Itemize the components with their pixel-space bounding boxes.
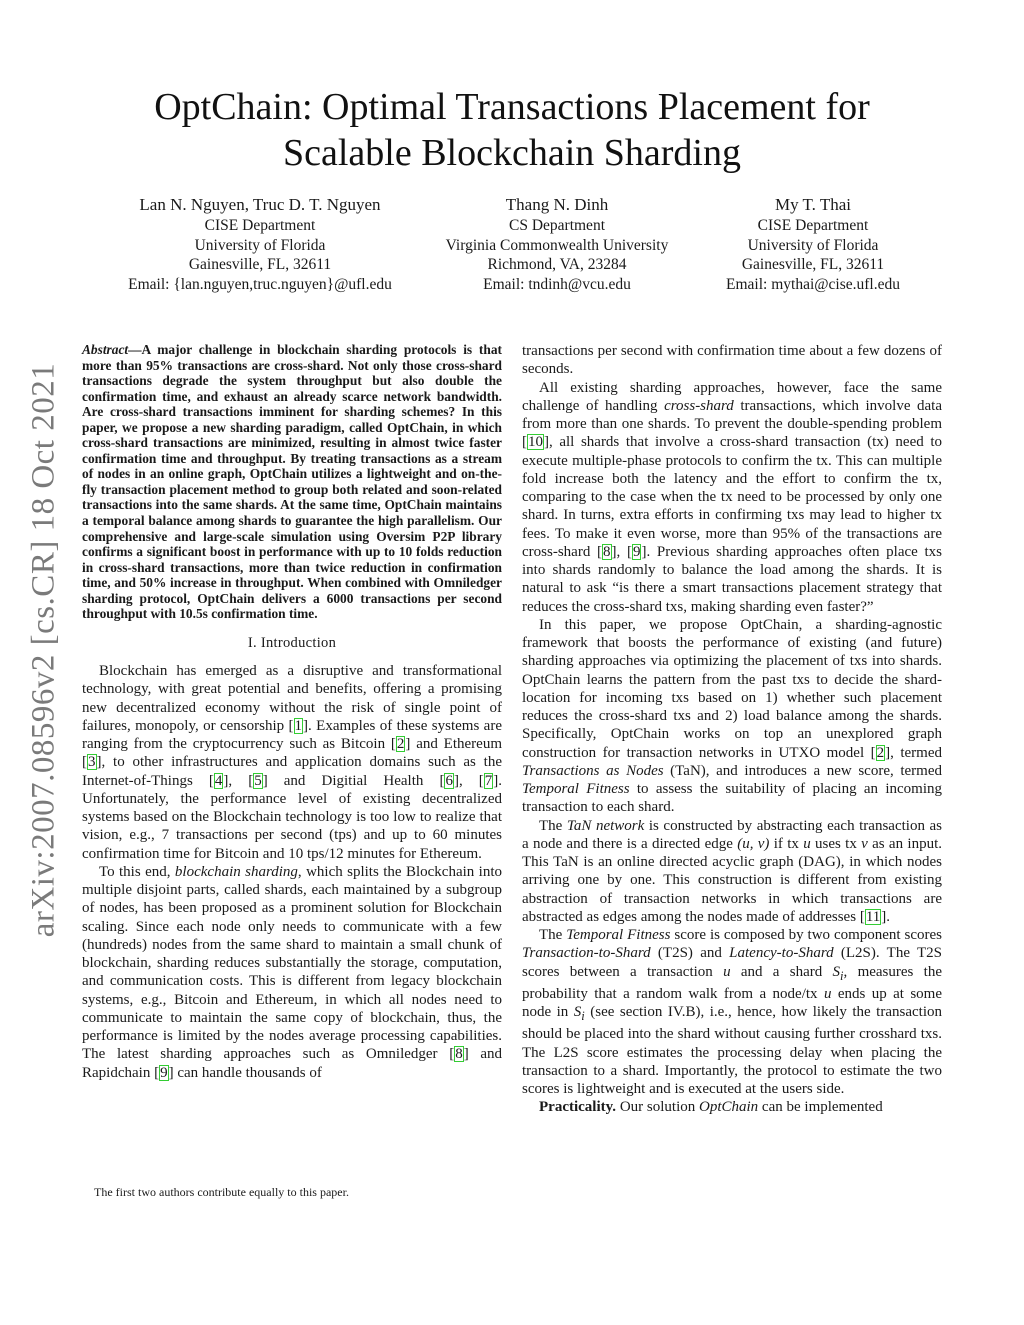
text-run-italic: Temporal Fitness xyxy=(522,781,630,797)
text-run: and Ethereum xyxy=(410,736,502,753)
text-run: , to other infrastructures and application domains such as the Internet-of-Things xyxy=(82,754,502,789)
citation-link[interactable]: 11 xyxy=(865,908,881,925)
author-name: Lan N. Nguyen, Truc D. T. Nguyen xyxy=(139,195,381,214)
abstract xyxy=(82,342,502,622)
title-line-2: Scalable Blockchain Sharding xyxy=(283,132,741,174)
intro-paragraph-2: To this end, blockchain sharding, which splits the Blockchain into multiple disjoint parts, called shards, each maintained by a subgroup of nodes, has been proposed as a prominent solution for Blockchain scaling. Since each node only needs to communicate with a few (hundreds) nodes from the same shard to maintain a small chunk of blockchain, sharding reduces substantially the storage, computation, and communication costs. This is different from legacy blockchain systems, e.g., Bitcoin and Ethereum, in which all nodes need to communicate to maintain the same copy of blockchain, thus, the performance is limited by the nodes average processing capabilities. The latest sharding approaches such as Omniledger [8] and Rapidchain [9] can handle thousands of xyxy=(82,863,503,1081)
citation-link[interactable]: 2 xyxy=(876,744,885,761)
text-run-italic: TaN network xyxy=(566,817,645,834)
intro-paragraph-5: The TaN network is constructed by abstracting each transaction as a node and there is a directed edge (u, v) if tx u uses tx v as an input. This TaN is an online directed acyclic graph (DAG), in which nodes arriving one by one. This construction is different from existing abstraction of transaction networks in which transactions are abstracted as edges among the nodes made of addresses [11]. xyxy=(522,817,943,925)
author-name: Thang N. Dinh xyxy=(505,195,609,214)
text-run: (T2S) and xyxy=(650,945,730,962)
math-run: S xyxy=(832,963,841,980)
math-run: S xyxy=(573,1004,582,1020)
math-run: i xyxy=(581,1009,585,1023)
text-run-italic: Latency-to-Shard xyxy=(729,945,834,962)
author-group-3 xyxy=(703,194,923,294)
author-addr: Gainesville, FL, 32611 xyxy=(741,256,885,273)
text-run: transactions per second with confirmation time about a few dozens of seconds. xyxy=(522,343,942,378)
abstract-text: —A major challenge in blockchain sharding protocols is that more than 95% transactions are cross-shard. Not only those cross-shard transactions degrade the system throughput but also double the confirmation time, and exhaust an already scarce network bandwidth. Are cross-shard transactions imminent for sharding schemes? In this paper, we propose a new sharding paradigm, called OptChain, in which cross-shard transactions are minimized, resulting in almost twice faster confirmation time and throughput. By treating transactions as a stream of nodes in an online graph, OptChain utilizes a lightweight and on-the-fly transaction placement method to group both related and soon-related transactions into the same shards. At the same time, OptChain maintains a temporal balance among shards to guarantee the high parallelism. Our comprehensive and large-scale simulation using Oversim P2P library confirms a significant boost in performance with up to 10 folds reduction in cross-shard transactions, more than twice reduction in confirmation time, and 50% increase in throughput. When combined with Omniledger sharding protocol, OptChain delivers a 6000 transactions per second throughput with 10.5s confirmation time. xyxy=(82,342,502,622)
citation-link[interactable]: 2 xyxy=(396,736,405,753)
text-run: . Unfortunately, the performance level of existing decentralized systems based on the Blockchain technology is too low to realize that vision, e.g., 7 transactions per second (tps) and up to 60 minutes confirmation time for Bitcoin and 10 tps/12 minutes for Ethereum. xyxy=(82,772,503,862)
citation-link[interactable]: 9 xyxy=(160,1064,168,1081)
citation-link[interactable]: 3 xyxy=(88,754,96,771)
text-run-italic: Transactions as Nodes xyxy=(522,762,664,779)
author-group-2 xyxy=(417,194,697,294)
text-run: transactions, which involve data from more than one shards. To prevent the double-spending problem xyxy=(522,397,942,432)
right-column xyxy=(522,342,942,1117)
text-run-italic: cross-shard xyxy=(664,397,734,414)
text-run: All existing sharding approaches, however, face the same challenge of handling xyxy=(522,379,942,414)
text-run: can be implemented xyxy=(758,1099,883,1116)
text-run: and Digitial Health xyxy=(267,772,440,789)
author-email: Email: {lan.nguyen,truc.nguyen}@ufl.edu xyxy=(128,275,392,293)
text-run: , xyxy=(458,772,479,789)
text-run: (L2S). The T2S scores between a transaction xyxy=(522,945,943,980)
abstract-label: Abstract xyxy=(82,342,129,357)
text-run: and a shard xyxy=(730,963,833,980)
author-addr: Gainesville, FL, 32611 xyxy=(188,256,332,273)
text-run: , all shards that involve a cross-shard transaction (tx) need to execute multiple-phase protocols to confirm the tx. This can multiple fold increase both the latency and the effort to confirm the tx, comparing to the case when the tx need to be processed by only one shard. In turns, extra efforts in confirming txs may lead to higher tx fees. To make it even worse, more than 95% of the transactions are cross-shard xyxy=(522,434,942,560)
citation-link[interactable]: 8 xyxy=(603,543,611,560)
text-run: , which splits the Blockchain into multiple disjoint parts, called shards, each maintained by a subgroup of nodes, has been proposed as a prominent solution for Blockchain scaling. Since each node only needs to communicate with a few (hundreds) nodes from the same shard to maintain a small chunk of blockchain, sharding reduces substantially the storage, computation, and communication costs. This is different from legacy blockchain systems, e.g., Bitcoin and Ethereum, in which all nodes need to communicate to maintain the same copy of blockchain, thus, the performance is limited by the nodes average processing capabilities. The latest sharding approaches such as Omniledger xyxy=(82,863,503,1063)
author-addr: Richmond, VA, 23284 xyxy=(487,256,627,273)
author-dept: CS Department xyxy=(509,217,605,234)
intro-paragraph-4: In this paper, we propose OptChain, a sharding-agnostic framework that boosts the performance of existing (and future) sharding approaches via optimizing the placement of txs into shards. OptChain learns the pattern from the past txs to decide the shard-location for incoming txs based on 1) whether such placement reduces the cross-shard txs and 2) load balance among the shards. Specifically, OptChain works on top an unexplored graph construction for transaction networks in UTXO model [2], termed Transactions as Nodes (TaN), and introduces a new score, termed Temporal Fitness to assess the suitability of placing an incoming transaction to each shard. xyxy=(522,616,942,816)
math-run: i xyxy=(840,968,844,983)
text-run: ends up at some node in xyxy=(522,985,943,1020)
text-run: and Rapidchain xyxy=(82,1046,502,1081)
intro-paragraph-6 xyxy=(522,926,942,1098)
text-run: as an input. This TaN is an online directed acyclic graph (DAG), in which nodes arriving one by one. This construction is different from existing abstraction of transaction networks in which transactions are abstracted as edges among the nodes made of addresses xyxy=(522,835,942,925)
author-dept: CISE Department xyxy=(204,217,316,234)
paragraph-heading: Practicality. xyxy=(539,1099,617,1116)
citation-link[interactable]: 9 xyxy=(632,543,641,560)
author-email: Email: tndinh@vcu.edu xyxy=(483,275,631,293)
author-dept: CISE Department xyxy=(757,217,869,234)
arxiv-identifier xyxy=(20,340,68,960)
text-run: Blockchain has emerged as a disruptive and transformational technology, with great potential and benefits, offering a promising new decentralized economy without the risk of single point of failures, monopoly, or censorship xyxy=(82,663,502,734)
citation-link[interactable]: 5 xyxy=(254,772,262,789)
text-run: , xyxy=(228,772,249,789)
citation-link[interactable]: 4 xyxy=(214,772,223,789)
text-run: In this paper, we propose OptChain, a sharding-agnostic framework that boosts the performance of existing (and future) sharding approaches via optimizing the placement of txs into shards. OptChain learns the pattern from the past txs to decide the shard-location for incoming txs based on 1) whether such placement reduces the cross-shard txs and 2) load balance among the shards. Specifically, OptChain works on top an unexplored graph construction for transaction networks in UTXO model xyxy=(522,616,942,761)
paper-title xyxy=(100,84,924,176)
author-univ: University of Florida xyxy=(194,236,326,254)
math-run: u xyxy=(723,963,731,980)
text-run: can handle thousands of xyxy=(173,1064,322,1081)
citation-link[interactable]: 6 xyxy=(445,772,453,789)
arxiv-id-text: arXiv:2007.08596v2 [cs.CR] 18 Oct 2021 xyxy=(25,362,62,938)
left-column xyxy=(82,342,502,1082)
section-heading: I. Introduction xyxy=(247,634,337,651)
author-univ: University of Florida xyxy=(747,236,879,254)
math-run: (u, v) xyxy=(737,835,770,852)
text-run: is constructed by abstracting each transaction as a node and there is a directed edge xyxy=(522,817,943,852)
math-run: OptChain xyxy=(698,1099,759,1116)
text-run: . Previous sharding approaches often place txs into shards randomly to balance the load among the shards. It is natural to ask “is there a smart transactions placement strategy that reduces the cross-shard txs, making sharding even faster?” xyxy=(522,543,942,615)
footnote: The first two authors contribute equally to this paper. xyxy=(94,1185,349,1199)
text-run: , measures the probability that a random walk from a node/tx xyxy=(522,963,942,1002)
text-run: , xyxy=(616,543,627,560)
text-run: to assess the suitability of placing an incoming transaction to each shard. xyxy=(522,781,942,816)
text-run: . xyxy=(886,908,891,925)
author-group-1 xyxy=(100,194,420,294)
math-run: u xyxy=(823,985,832,1002)
text-run: if tx xyxy=(769,835,804,852)
text-run: (TaN), and introduces a new score, termed xyxy=(663,762,942,779)
text-run-italic: blockchain sharding xyxy=(174,863,298,880)
text-run: To this end, xyxy=(99,863,175,880)
text-run: uses tx xyxy=(810,835,862,852)
title-line-1: OptChain: Optimal Transactions Placement for xyxy=(154,86,870,128)
text-run: Our solution xyxy=(616,1099,699,1116)
text-run: (see section IV.B), i.e., hence, how likely the transaction should be placed into the shard without causing further crosshard txs. The L2S score estimates the processing delay when placing the transaction to a shard. Importantly, the protocol to estimate the two scores is lightweight and is executed at the users side. xyxy=(522,1004,942,1097)
author-name: My T. Thai xyxy=(774,195,852,214)
text-run-italic: Temporal Fitness xyxy=(566,927,671,943)
citation-link[interactable]: 10 xyxy=(528,434,543,451)
text-run: score is composed by two component scores xyxy=(670,927,943,943)
author-univ: Virginia Commonwealth University xyxy=(445,236,669,254)
intro-paragraph-continued xyxy=(522,342,942,379)
intro-paragraph-3: All existing sharding approaches, however, face the same challenge of handling cross-shard transactions, which involve data from more than one shards. To prevent the double-spending problem [10], all shards that involve a cross-shard transaction (tx) need to execute multiple-phase protocols to confirm the tx. This can multiple fold increase both the latency and the effort to confirm the tx, comparing to the case when the tx need to be processed by only one shard. In turns, extra efforts in confirming txs may lead to higher tx fees. To make it even worse, more than 95% of the transactions are cross-shard [8], [9]. Previous sharding approaches often place txs into shards randomly to balance the load among the shards. It is natural to ask “is there a smart transactions placement strategy that reduces the cross-shard txs, making sharding even faster?” xyxy=(522,379,942,615)
citation-link[interactable]: 7 xyxy=(484,772,493,789)
intro-paragraph-7 xyxy=(522,1098,942,1116)
citation-link[interactable]: 1 xyxy=(294,717,303,734)
text-run: . Examples of these systems are ranging from the cryptocurrency such as Bitcoin xyxy=(82,717,502,753)
intro-paragraph-1: Blockchain has emerged as a disruptive and transformational technology, with great potential and benefits, offering a promising new decentralized economy without the risk of single point of failures, monopoly, or censorship [1]. Examples of these systems are ranging from the cryptocurrency such as Bitcoin [2] and Ethereum [3], to other infrastructures and application domains such as the Internet-of-Things [4], [5] and Digitial Health [6], [7]. Unfortunately, the performance level of existing decentralized systems based on the Blockchain technology is too low to realize that vision, e.g., 7 transactions per second (tps) and up to 60 minutes confirmation time for Bitcoin and 10 tps/12 minutes for Ethereum. xyxy=(82,663,503,862)
text-run: The xyxy=(539,927,567,943)
math-run: u xyxy=(803,835,811,852)
text-run-italic: Transaction-to-Shard xyxy=(522,945,651,962)
author-email: Email: mythai@cise.ufl.edu xyxy=(726,275,900,293)
math-run: v xyxy=(861,835,868,852)
text-run: , termed xyxy=(890,744,942,761)
citation-link[interactable]: 8 xyxy=(455,1046,463,1063)
text-run: The xyxy=(539,817,567,834)
